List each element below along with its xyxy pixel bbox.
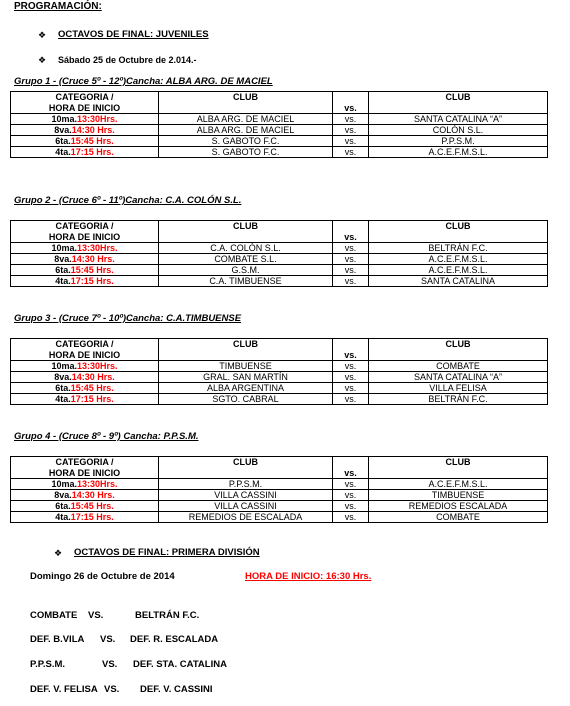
page-title: PROGRAMACIÓN: — [14, 1, 102, 12]
category-cell — [11, 114, 159, 125]
category: 8va. — [54, 125, 72, 135]
table-row — [11, 479, 548, 490]
match-vs: VS. — [104, 684, 120, 695]
primera-date: Domingo 26 de Octubre de 2014 — [30, 571, 175, 582]
bullet-icon: ❖ — [38, 55, 47, 65]
vs-cell: vs. — [333, 243, 369, 254]
category: 8va. — [54, 372, 72, 382]
start-time: 13:30Hrs. — [77, 479, 118, 489]
cat-header-2: HORA DE INICIO — [11, 103, 159, 114]
start-time: 13:30Hrs. — [77, 114, 118, 124]
away-club: BELTRÁN F.C. — [369, 394, 548, 405]
cat-header-2: HORA DE INICIO — [11, 468, 159, 479]
home-club: ALBA ARG. DE MACIEL — [159, 114, 333, 125]
table-row — [11, 265, 548, 276]
vs-header: vs. — [333, 232, 369, 243]
juveniles-heading: OCTAVOS DE FINAL: JUVENILES — [58, 29, 209, 40]
table-row — [11, 114, 548, 125]
home-club: VILLA CASSINI — [159, 490, 333, 501]
category-cell — [11, 276, 159, 287]
vs-cell: vs. — [333, 276, 369, 287]
club-header: CLUB — [369, 221, 548, 233]
club-header: CLUB — [159, 92, 333, 104]
club-header: CLUB — [369, 92, 548, 104]
cat-header: CATEGORIA / — [11, 457, 159, 469]
start-time: 15:45 Hrs. — [70, 265, 114, 275]
match-vs: VS. — [88, 610, 104, 621]
vs-cell: vs. — [333, 501, 369, 512]
category: 6ta. — [55, 265, 71, 275]
category: 4ta. — [55, 147, 71, 157]
away-club: A.C.E.F.M.S.L. — [369, 479, 548, 490]
category: 4ta. — [55, 512, 71, 522]
club-header-blank — [159, 103, 333, 114]
table-row — [11, 125, 548, 136]
schedule-table — [10, 91, 548, 158]
away-club: BELTRÁN F.C. — [369, 243, 548, 254]
away-club: A.C.E.F.M.S.L. — [369, 254, 548, 265]
cat-header: CATEGORIA / — [11, 221, 159, 233]
home-club: C.A. COLÓN S.L. — [159, 243, 333, 254]
schedule-table — [10, 220, 548, 287]
vs-cell: vs. — [333, 125, 369, 136]
table-row — [11, 501, 548, 512]
bullet-icon: ❖ — [54, 548, 63, 558]
primera-start-time: HORA DE INICIO: 16:30 Hrs. — [245, 571, 372, 582]
away-club: REMEDIOS ESCALADA — [369, 501, 548, 512]
home-club: TIMBUENSE — [159, 361, 333, 372]
match-away: DEF. R. ESCALADA — [130, 634, 219, 645]
table-row — [11, 243, 548, 254]
vs-cell: vs. — [333, 147, 369, 158]
away-club: COMBATE — [369, 512, 548, 523]
match-away: BELTRÁN F.C. — [135, 610, 200, 621]
club-header: CLUB — [159, 457, 333, 469]
category-cell — [11, 479, 159, 490]
category: 8va. — [54, 490, 72, 500]
club-header-blank — [159, 350, 333, 361]
table-row — [11, 490, 548, 501]
start-time: 15:45 Hrs. — [70, 136, 114, 146]
vs-header-top — [333, 457, 369, 469]
table-row — [11, 512, 548, 523]
category-cell — [11, 125, 159, 136]
start-time: 14:30 Hrs. — [71, 254, 115, 264]
table-row — [11, 276, 548, 287]
start-time: 17:15 Hrs. — [70, 512, 114, 522]
match-home: DEF. B.VILA — [30, 634, 85, 645]
club-header-blank — [369, 468, 548, 479]
category: 10ma. — [51, 479, 77, 489]
match-away: DEF. STA. CATALINA — [133, 659, 227, 670]
club-header: CLUB — [369, 457, 548, 469]
cat-header: CATEGORIA / — [11, 339, 159, 351]
away-club: VILLA FELISA — [369, 383, 548, 394]
vs-cell: vs. — [333, 136, 369, 147]
schedule-table — [10, 338, 548, 405]
category-cell — [11, 490, 159, 501]
vs-header: vs. — [333, 468, 369, 479]
home-club: VILLA CASSINI — [159, 501, 333, 512]
start-time: 17:15 Hrs. — [70, 394, 114, 404]
juveniles-date: Sábado 25 de Octubre de 2.014.- — [58, 55, 197, 65]
away-club: SANTA CATALINA “A” — [369, 114, 548, 125]
vs-cell: vs. — [333, 512, 369, 523]
match-home: P.P.S.M. — [30, 659, 66, 670]
vs-header: vs. — [333, 350, 369, 361]
club-header: CLUB — [159, 221, 333, 233]
home-club: SGTO. CABRAL — [159, 394, 333, 405]
away-club: TIMBUENSE — [369, 490, 548, 501]
cat-header-2: HORA DE INICIO — [11, 350, 159, 361]
away-club: SANTA CATALINA “A” — [369, 372, 548, 383]
club-header-blank — [159, 468, 333, 479]
table-row — [11, 361, 548, 372]
category: 10ma. — [51, 243, 77, 253]
match-vs: VS. — [100, 634, 116, 645]
cat-header: CATEGORIA / — [11, 92, 159, 104]
group-title: Grupo 4 - (Cruce 8º - 9º) Cancha: P.P.S.M. — [14, 431, 199, 442]
start-time: 14:30 Hrs. — [71, 490, 115, 500]
away-club: COMBATE — [369, 361, 548, 372]
away-club: SANTA CATALINA — [369, 276, 548, 287]
start-time: 14:30 Hrs. — [71, 125, 115, 135]
category: 6ta. — [55, 501, 71, 511]
vs-header-top — [333, 221, 369, 233]
vs-cell: vs. — [333, 372, 369, 383]
match-home: COMBATE — [30, 610, 78, 621]
category-cell — [11, 361, 159, 372]
start-time: 13:30Hrs. — [77, 361, 118, 371]
vs-cell: vs. — [333, 254, 369, 265]
club-header-blank — [369, 103, 548, 114]
vs-cell: vs. — [333, 114, 369, 125]
category-cell — [11, 265, 159, 276]
start-time: 14:30 Hrs. — [71, 372, 115, 382]
table-row — [11, 394, 548, 405]
start-time: 15:45 Hrs. — [70, 501, 114, 511]
vs-cell: vs. — [333, 394, 369, 405]
home-club: P.P.S.M. — [159, 479, 333, 490]
category-cell — [11, 394, 159, 405]
vs-cell: vs. — [333, 265, 369, 276]
home-club: REMEDIOS DE ESCALADA — [159, 512, 333, 523]
club-header-blank — [159, 232, 333, 243]
vs-cell: vs. — [333, 479, 369, 490]
group-title: Grupo 2 - (Cruce 6º - 11º)Cancha: C.A. COLÓN S.L. — [14, 195, 242, 206]
table-row — [11, 136, 548, 147]
match-away: DEF. V. CASSINI — [140, 684, 213, 695]
club-header-blank — [369, 350, 548, 361]
table-row — [11, 383, 548, 394]
category-cell — [11, 501, 159, 512]
category-cell — [11, 372, 159, 383]
cat-header-2: HORA DE INICIO — [11, 232, 159, 243]
category: 8va. — [54, 254, 72, 264]
category-cell — [11, 243, 159, 254]
club-header: CLUB — [159, 339, 333, 351]
club-header-blank — [369, 232, 548, 243]
home-club: S. GABOTO F.C. — [159, 136, 333, 147]
match-home: DEF. V. FELISA — [30, 684, 98, 695]
table-row — [11, 254, 548, 265]
group-title: Grupo 3 - (Cruce 7º - 10º)Cancha: C.A.TIMBUENSE — [14, 313, 242, 324]
start-time: 13:30Hrs. — [77, 243, 118, 253]
vs-cell: vs. — [333, 490, 369, 501]
away-club: A.C.E.F.M.S.L. — [369, 147, 548, 158]
vs-header-top — [333, 339, 369, 351]
vs-header: vs. — [333, 103, 369, 114]
table-row — [11, 147, 548, 158]
category: 4ta. — [55, 394, 71, 404]
category-cell — [11, 136, 159, 147]
away-club: COLÓN S.L. — [369, 125, 548, 136]
category-cell — [11, 383, 159, 394]
category: 4ta. — [55, 276, 71, 286]
away-club: P.P.S.M. — [369, 136, 548, 147]
category: 10ma. — [51, 114, 77, 124]
primera-heading: OCTAVOS DE FINAL: PRIMERA DIVISIÓN — [74, 547, 260, 558]
start-time: 17:15 Hrs. — [70, 147, 114, 157]
club-header: CLUB — [369, 339, 548, 351]
category: 6ta. — [55, 383, 71, 393]
home-club: GRAL. SAN MARTÍN — [159, 372, 333, 383]
schedule-table — [10, 456, 548, 523]
category: 6ta. — [55, 136, 71, 146]
category-cell — [11, 147, 159, 158]
category: 10ma. — [51, 361, 77, 371]
home-club: C.A. TIMBUENSE — [159, 276, 333, 287]
category-cell — [11, 254, 159, 265]
home-club: COMBATE S.L. — [159, 254, 333, 265]
start-time: 17:15 Hrs. — [70, 276, 114, 286]
bullet-icon: ❖ — [38, 30, 47, 40]
table-row — [11, 372, 548, 383]
vs-header-top — [333, 92, 369, 104]
home-club: S. GABOTO F.C. — [159, 147, 333, 158]
away-club: A.C.E.F.M.S.L. — [369, 265, 548, 276]
start-time: 15:45 Hrs. — [70, 383, 114, 393]
vs-cell: vs. — [333, 361, 369, 372]
vs-cell: vs. — [333, 383, 369, 394]
home-club: ALBA ARG. DE MACIEL — [159, 125, 333, 136]
home-club: ALBA ARGENTINA — [159, 383, 333, 394]
group-title: Grupo 1 - (Cruce 5º - 12º)Cancha: ALBA ARG. DE MACIEL — [14, 76, 273, 87]
match-vs: VS. — [102, 659, 118, 670]
category-cell — [11, 512, 159, 523]
home-club: G.S.M. — [159, 265, 333, 276]
